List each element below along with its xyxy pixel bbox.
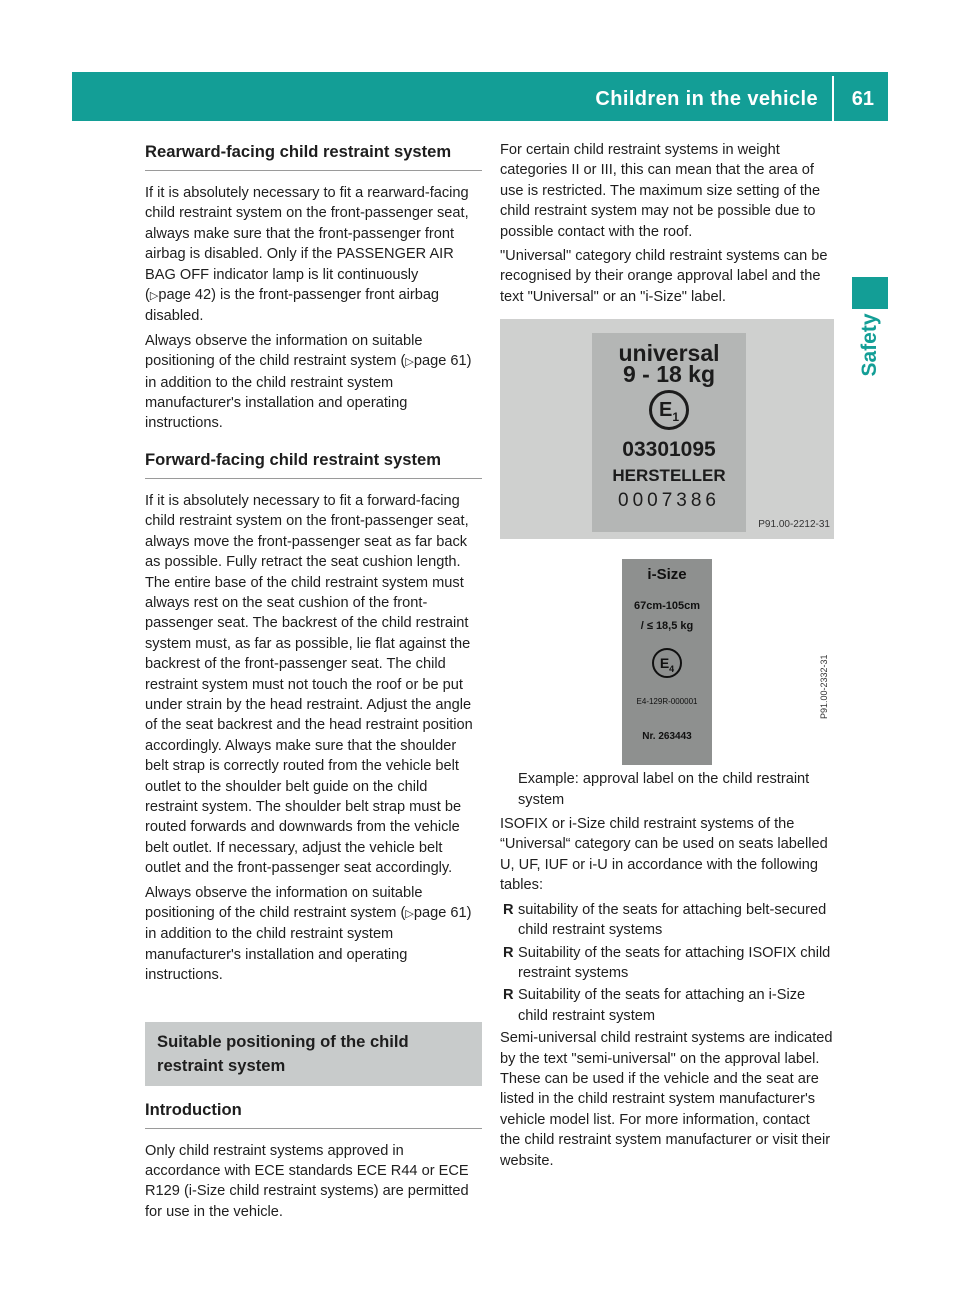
side-tab-label: Safety <box>858 313 881 377</box>
image-code: P91.00-2212-31 <box>758 518 830 530</box>
section-box-title: Suitable positioning of the child restraint system <box>145 1022 482 1086</box>
paragraph: Always observe the information on suitable positioning of the child restraint system (▷page 61) in addition to the child restraint system manufacturer's installation and operating instructions. <box>145 884 472 984</box>
e-mark-icon: $E_4$ <box>652 648 682 678</box>
page-reference-link[interactable]: page 61 <box>413 353 467 370</box>
universal-approval-label-image <box>500 319 834 539</box>
bullet-icon: R <box>503 987 514 1004</box>
paragraph: "Universal" category child restraint systems can be recognised by their orange approval label and the text "Universal" or an "i-Size" label. <box>500 248 828 305</box>
universal-label-plate: universal 9 - 18 kg $E_1$ 03301095 HERSTELLER 0007386 <box>592 333 746 532</box>
paragraph: If it is absolutely necessary to fit a forward-facing child restraint system on the front-passenger seat, always move the front-passenger seat as far back as possible. Fully retract the seat cushion length. The entire base of the child restraint system must always rest on the seat cushion of the front-passenger seat. The backrest of the child restraint system must, as far as possible, lie flat against the backrest of the front-passenger seat. The child restraint system must not touch the roof or be put under strain by the head restraint. Adjust the angle of the seat backrest and the head restraint position accordingly. Always make sure that the shoulder belt strap is correctly routed from the vehicle belt outlet to the shoulder belt guide on the child restraint system. The shoulder belt strap must be routed forwards and downwards from the vehicle belt outlet. If necessary, adjust the vehicle belt outlet and the front-passenger seat accordingly. <box>145 492 473 877</box>
bullet-list <box>500 900 834 1026</box>
chapter-title: Children in the vehicle <box>595 88 818 110</box>
list-item: R Suitability of the seats for attaching an i-Size child restraint system <box>503 987 806 1024</box>
isize-label-plate: i-Size 67cm-105cm / ≤ 18,5 kg $E_4$ E4-129R-000001 Nr. 263443 <box>622 559 712 765</box>
image-code: P91.00-2332-31 <box>819 654 829 720</box>
right-column <box>500 140 834 1175</box>
section-title-rearward: Rearward-facing child restraint system <box>145 140 482 171</box>
page-number: 61 <box>851 88 874 110</box>
header-bar <box>72 72 888 121</box>
page-reference-link[interactable]: page 42 <box>158 287 212 304</box>
bullet-icon: R <box>503 901 514 918</box>
e-mark-icon: $E_1$ <box>649 390 689 430</box>
list-item: R suitability of the seats for attaching belt-secured child restraint systems <box>503 901 827 939</box>
left-column <box>145 140 482 1226</box>
page-reference-link[interactable]: page 61 <box>413 905 467 921</box>
list-item: R Suitability of the seats for attaching ISOFIX child restraint systems <box>503 944 831 981</box>
bullet-icon: R <box>503 944 514 961</box>
section-title-forward: Forward-facing child restraint system <box>145 448 482 479</box>
figure-caption: Example: approval label on the child restraint system <box>518 771 810 808</box>
paragraph: Only child restraint systems approved in accordance with ECE standards ECE R44 or ECE R129 (i-Size child restraint systems) are permitted for use in the vehicle. <box>145 1142 469 1220</box>
isize-approval-label-image <box>500 559 834 769</box>
page-ref-arrow-icon: ▷ <box>149 290 159 303</box>
header-divider <box>832 76 834 121</box>
paragraph: Always observe the information on suitable positioning of the child restraint system (▷page 61) in addition to the child restraint system manufacturer's installation and operating instructions. <box>145 332 472 432</box>
page-ref-arrow-icon: ▷ <box>405 908 414 920</box>
paragraph: Semi-universal child restraint systems are indicated by the text "semi-universal" on the approval label. These can be used if the vehicle and the seat are listed in the child restraint system manufacturer's vehicle model list. For more information, contact the child restraint system manufacturer or visit their website. <box>500 1030 833 1169</box>
page-ref-arrow-icon: ▷ <box>405 356 414 369</box>
paragraph: ISOFIX or i-Size child restraint systems of the “Universal“ category can be used on seats labelled U, UF, IUF or i-U in accordance with the following tables: <box>500 816 828 894</box>
section-title-introduction: Introduction <box>145 1098 482 1129</box>
side-tab-marker <box>852 277 888 309</box>
paragraph: If it is absolutely necessary to fit a rearward-facing child restraint system on the front-passenger seat, always make sure that the front-passenger front airbag is disabled. Only if the PASSENGER AIR BAG OFF indicator lamp is lit continuously (▷page 42) is the front-passenger front airbag disabled. <box>145 185 469 325</box>
paragraph: For certain child restraint systems in weight categories II or III, this can mean that the area of use is restricted. The maximum size setting of the child restraint system may not be possible due to possible contact with the roof. <box>500 142 821 240</box>
